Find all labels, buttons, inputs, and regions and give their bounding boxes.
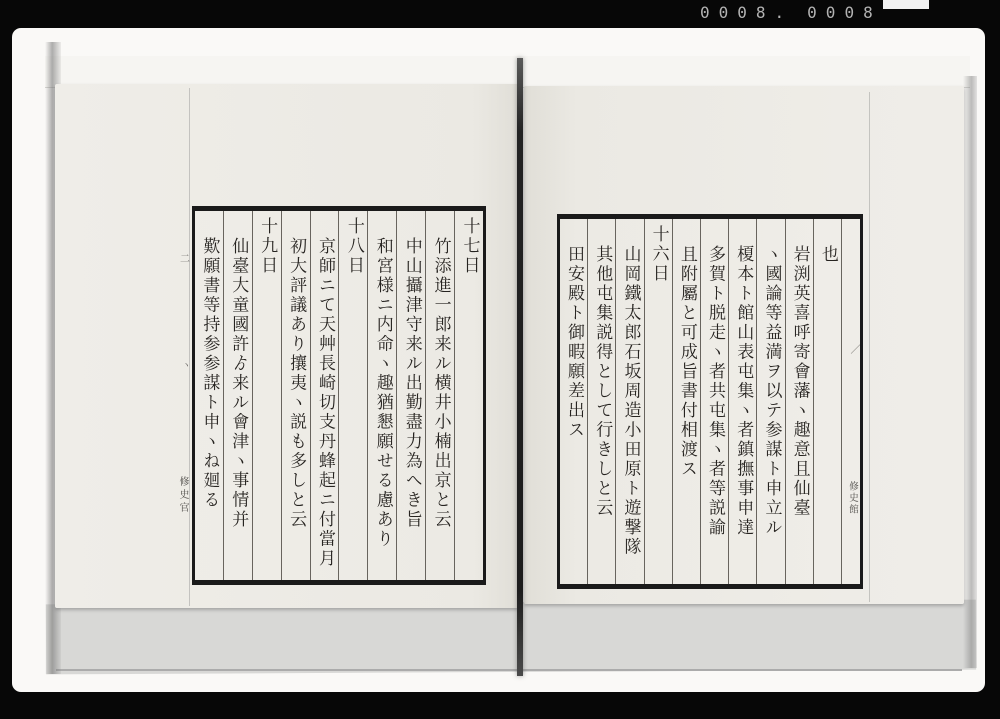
column-text: 其他屯集説得として行きしと云 — [592, 245, 613, 518]
text-column — [425, 211, 454, 580]
date-column — [454, 211, 483, 580]
column-text: 十八日 — [343, 217, 364, 276]
column-text: ヽ國論等益満ヲ以テ参謀ト申立ル — [761, 245, 782, 538]
archive-tick-mark: ヽ — [182, 361, 192, 371]
column-text: 初大評議あり攘夷ヽ説も多しと云 — [286, 237, 307, 530]
date-column — [252, 211, 281, 580]
text-column — [367, 211, 396, 580]
column-text: 歎願書等持参参謀ト申ヽね廻る — [199, 237, 220, 510]
date-column — [338, 211, 367, 580]
text-column — [700, 219, 728, 584]
frame-counter — [700, 3, 882, 22]
column-text: 中山攝津守来ル出勤盡力為へき旨 — [401, 237, 422, 530]
right-page-paper-edge — [869, 92, 870, 602]
column-text: 田安殿ト御暇願差出ス — [564, 245, 585, 440]
column-text: 竹添進一郎来ル横井小楠出京と云 — [430, 237, 451, 530]
page-number-mark: 二 — [180, 254, 190, 265]
text-column — [281, 211, 310, 580]
left-page-paper-edge — [189, 88, 190, 606]
text-column — [223, 211, 252, 580]
column-text: 榎本ト館山表屯集ヽ者鎮撫事申達 — [733, 245, 754, 538]
column-text: 十六日 — [648, 225, 669, 284]
text-column — [310, 211, 339, 580]
archive-office-label: 修史館 — [847, 481, 858, 516]
archive-tick-mark: ／ — [848, 344, 859, 354]
column-text: 山岡鐵太郎石坂周造小田原ト遊撃隊 — [620, 245, 641, 557]
text-column — [756, 219, 784, 584]
book-right-edge-shadow — [963, 76, 977, 668]
column-text: 多賀ト脱走ヽ者共屯集ヽ者等説諭 — [705, 245, 726, 538]
archive-office-label: 修史官 — [177, 476, 188, 515]
frame-counter-right: 0008 — [807, 3, 882, 22]
backdrop-edge-line — [56, 669, 962, 671]
backdrop-below-pages — [46, 600, 976, 675]
column-text: 京師ニて天艸長崎切支丹蜂起ニ付當月 — [314, 237, 335, 569]
text-column — [587, 219, 615, 584]
frame-counter-left: 0008. — [700, 3, 794, 22]
column-text: 仙臺大童國許ゟ来ル會津ヽ事情并 — [228, 237, 249, 530]
margin-column — [841, 219, 860, 584]
text-column — [813, 219, 841, 584]
photograph — [12, 28, 985, 692]
text-column — [195, 211, 223, 580]
text-column — [728, 219, 756, 584]
text-column — [672, 219, 700, 584]
text-column — [396, 211, 425, 580]
text-frame-left-page — [192, 206, 486, 585]
column-text: 十九日 — [257, 217, 278, 276]
column-text: 也 — [817, 245, 838, 265]
text-frame-right-page — [557, 214, 863, 589]
date-column — [644, 219, 672, 584]
column-text: 且附屬と可成旨書付相渡ス — [676, 245, 697, 479]
text-column — [785, 219, 813, 584]
text-column — [560, 219, 587, 584]
text-column — [615, 219, 643, 584]
column-text: 和宮様ニ内命ヽ趣猶懇願せる慮あり — [372, 237, 393, 549]
column-text: 十七日 — [459, 217, 480, 276]
film-edge-tab — [883, 0, 929, 9]
column-text: 岩渕英喜呼寄會藩ヽ趣意且仙臺 — [789, 245, 810, 518]
book-spine — [517, 58, 523, 676]
